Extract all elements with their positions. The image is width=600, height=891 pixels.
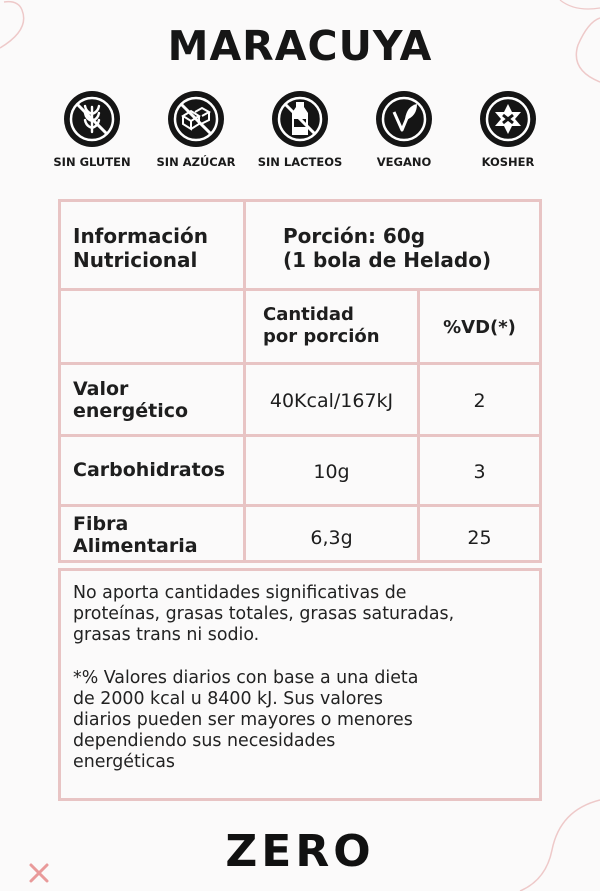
diet-badges xyxy=(40,90,560,170)
nutrient-name: Fibra Alimentaria xyxy=(73,513,198,557)
nutrient-amount: 6,3g xyxy=(310,527,353,549)
nutrient-name: Valor energético xyxy=(73,378,189,422)
sugar-free-icon xyxy=(167,90,225,148)
vegan-icon xyxy=(375,90,433,148)
badge-vegano xyxy=(350,90,458,169)
badge-sin-azucar xyxy=(142,90,250,169)
notes-daily-values: *% Valores diarios con base a una dieta de 2000 kcal u 8400 kJ. Sus valores diarios pueden ser mayores o menores dependiendo sus necesidades energéticas xyxy=(73,668,419,772)
nutrition-table xyxy=(58,199,542,563)
dairy-free-icon xyxy=(271,90,329,148)
row-divider xyxy=(61,504,539,507)
portion-info: Porción: 60g (1 bola de Helado) xyxy=(283,224,492,272)
brand-logo: ZERO xyxy=(225,826,375,877)
badge-label: KOSHER xyxy=(481,155,535,169)
badge-kosher xyxy=(454,90,562,169)
badge-sin-lacteos xyxy=(246,90,354,169)
nutrient-amount: 10g xyxy=(313,461,350,483)
row-divider xyxy=(61,288,539,291)
badge-sin-gluten xyxy=(38,90,146,169)
amount-column-header: Cantidad por porción xyxy=(263,304,380,347)
product-title: MARACUYA xyxy=(167,22,433,70)
badge-label: SIN AZÚCAR xyxy=(156,155,236,169)
notes-disclaimer: No aporta cantidades significativas de proteínas, grasas totales, grasas saturadas, grasas trans ni sodio. xyxy=(73,583,455,645)
dv-column-header: %VD(*) xyxy=(443,317,516,338)
nutrient-dv: 2 xyxy=(473,390,486,412)
badge-label: SIN LACTEOS xyxy=(257,155,343,169)
badge-label: VEGANO xyxy=(376,155,432,169)
badge-label: SIN GLUTEN xyxy=(53,155,131,169)
nutrient-dv: 25 xyxy=(467,527,492,549)
nutrient-name: Carbohidratos xyxy=(73,459,226,481)
nutrition-notes xyxy=(58,568,542,801)
nutrition-title: Información Nutricional xyxy=(73,224,209,272)
gluten-free-icon xyxy=(63,90,121,148)
nutrient-amount: 40Kcal/167kJ xyxy=(269,390,394,412)
nutrient-dv: 3 xyxy=(473,461,486,483)
row-divider xyxy=(61,362,539,365)
kosher-icon xyxy=(479,90,537,148)
row-divider xyxy=(61,434,539,437)
